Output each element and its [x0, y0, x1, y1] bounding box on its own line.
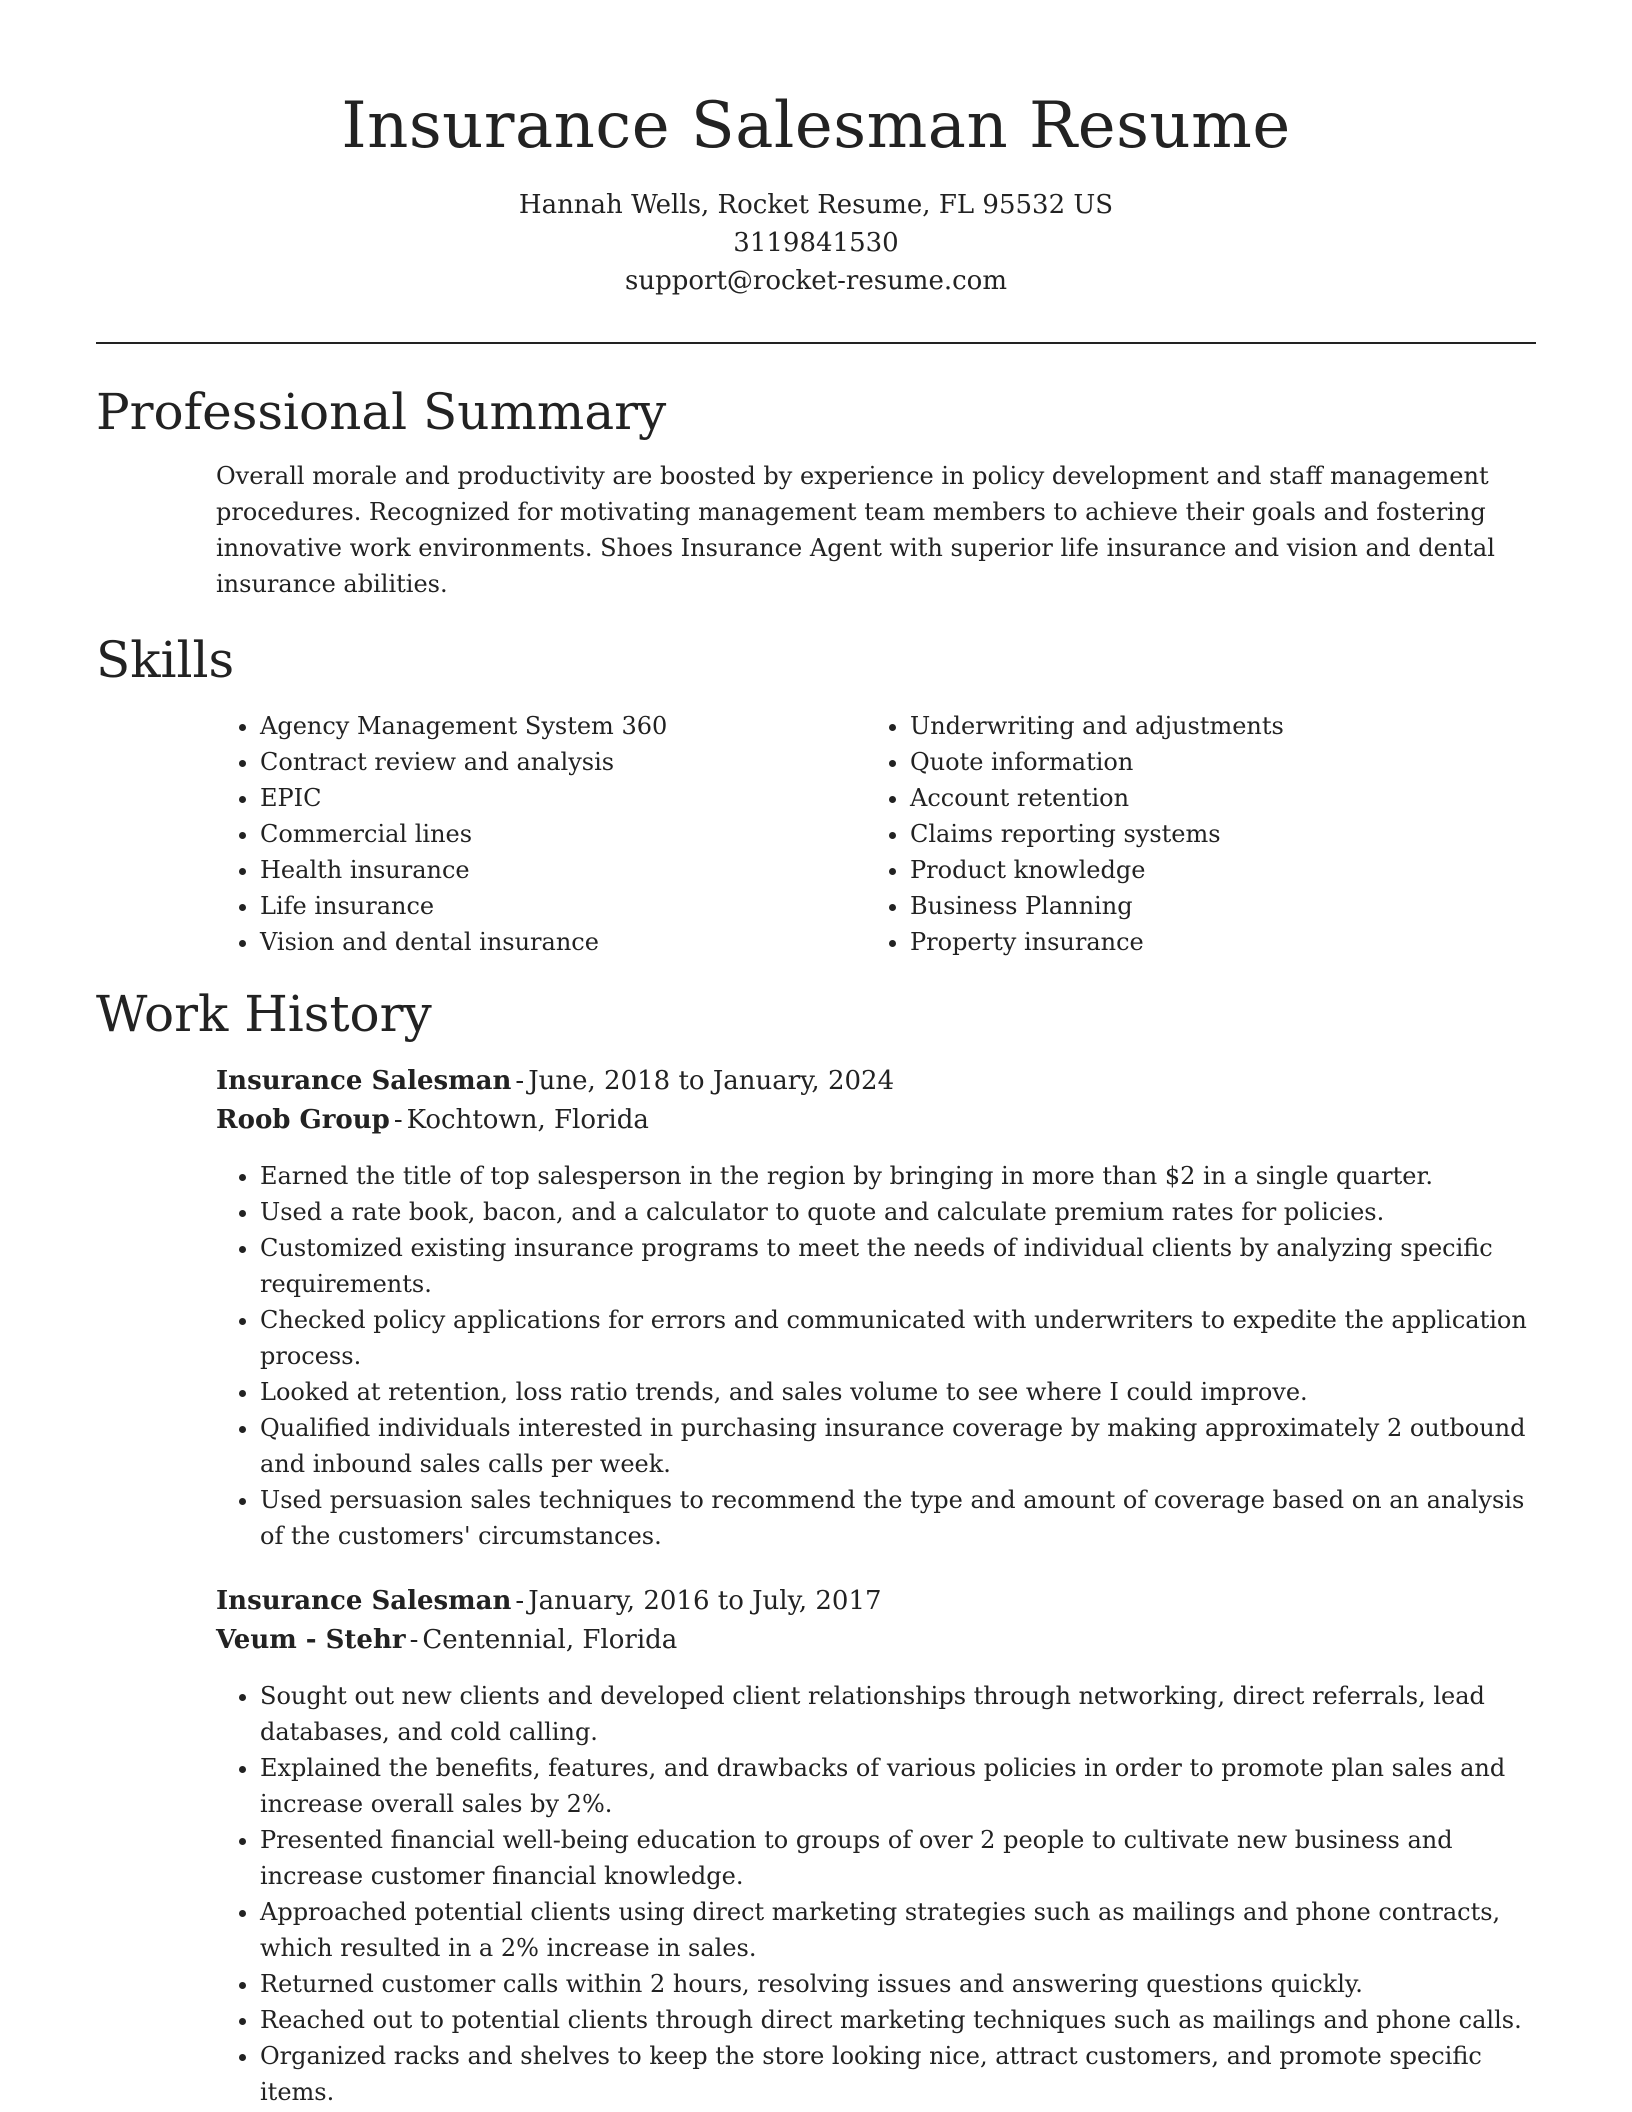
- summary-body: [216, 458, 1536, 602]
- skills-left-column: [216, 708, 866, 960]
- summary-text: Overall morale and productivity are boosted by experience in policy development and staff management procedures. Recognized for motivating management team members to achieve their goals and fostering innovative work environments. Shoes Insurance Agent with superior life insurance and vision and dental insurance abilities.: [216, 462, 1495, 598]
- job-title-line: [216, 1582, 1536, 1621]
- header-divider: [96, 342, 1536, 344]
- job-company-line: [216, 1621, 1536, 1660]
- skill-item: • Vision and dental insurance: [260, 924, 866, 960]
- duty-item: • Used persuasion sales techniques to recommend the type and amount of coverage based on an analysis of the customers' circumstances.: [260, 1482, 1536, 1554]
- duty-item: • Explained the benefits, features, and drawbacks of various policies in order to promote plan sales and increase overall sales by 2%.: [260, 1750, 1536, 1822]
- resume-header: [0, 0, 1632, 300]
- job-duties: [216, 1158, 1536, 1554]
- contact-email: support@rocket-resume.com: [624, 266, 1007, 296]
- contact-block: [0, 186, 1632, 300]
- skill-item: • Underwriting and adjustments: [910, 708, 1516, 744]
- duty-item: • Reached out to potential clients through direct marketing techniques such as mailings and phone calls.: [260, 2002, 1536, 2038]
- job-entry: [216, 1582, 1536, 2110]
- job-title-line: [216, 1062, 1536, 1101]
- skills-grid: [216, 708, 1536, 960]
- skill-item: • Business Planning: [910, 888, 1516, 924]
- skill-item: • EPIC: [260, 780, 866, 816]
- job-title: Insurance Salesman: [216, 1066, 512, 1096]
- job-dates: January, 2016 to July, 2017: [528, 1586, 882, 1616]
- skill-item: • Agency Management System 360: [260, 708, 866, 744]
- duty-item: • Looked at retention, loss ratio trends, and sales volume to see where I could improve.: [260, 1374, 1536, 1410]
- duty-item: • Returned customer calls within 2 hours, resolving issues and answering questions quickly.: [260, 1966, 1536, 2002]
- skill-item: • Life insurance: [260, 888, 866, 924]
- skill-item: • Account retention: [910, 780, 1516, 816]
- job-company: Roob Group: [216, 1105, 390, 1135]
- skill-item: • Health insurance: [260, 852, 866, 888]
- job-title: Insurance Salesman: [216, 1586, 512, 1616]
- separator: -: [409, 1625, 419, 1655]
- skills-right-column: [866, 708, 1516, 960]
- work-history-section: [96, 984, 1536, 2110]
- job-location: Kochtown, Florida: [406, 1105, 649, 1135]
- skill-item: • Property insurance: [910, 924, 1516, 960]
- contact-name-address: Hannah Wells, Rocket Resume, FL 95532 US: [518, 190, 1114, 220]
- summary-section: [96, 382, 1536, 602]
- duty-item: • Checked policy applications for errors and communicated with underwriters to expedite the application process.: [260, 1302, 1536, 1374]
- duty-item: • Sought out new clients and developed client relationships through networking, direct referrals, lead databases, and cold calling.: [260, 1678, 1536, 1750]
- duty-item: • Presented financial well-being education to groups of over 2 people to cultivate new business and increase customer financial knowledge.: [260, 1822, 1536, 1894]
- skill-item: • Claims reporting systems: [910, 816, 1516, 852]
- job-duties: [216, 1678, 1536, 2110]
- resume-title: Insurance Salesman Resume: [341, 89, 1291, 163]
- job-location: Centennial, Florida: [422, 1625, 678, 1655]
- work-history-body: [216, 1062, 1536, 2110]
- separator: -: [393, 1105, 403, 1135]
- job-dates: June, 2018 to January, 2024: [528, 1066, 895, 1096]
- skill-item: • Commercial lines: [260, 816, 866, 852]
- separator: -: [515, 1066, 525, 1096]
- separator: -: [515, 1586, 525, 1616]
- job-entry: [216, 1062, 1536, 1554]
- skill-item: • Contract review and analysis: [260, 744, 866, 780]
- duty-item: • Approached potential clients using direct marketing strategies such as mailings and phone contracts, which resulted in a 2% increase in sales.: [260, 1894, 1536, 1966]
- skills-heading: Skills: [96, 631, 235, 689]
- duty-item: • Qualified individuals interested in purchasing insurance coverage by making approximately 2 outbound and inbound sales calls per week.: [260, 1410, 1536, 1482]
- duty-item: • Organized racks and shelves to keep the store looking nice, attract customers, and promote specific items.: [260, 2038, 1536, 2110]
- duty-item: • Used a rate book, bacon, and a calculator to quote and calculate premium rates for policies.: [260, 1194, 1536, 1230]
- skill-item: • Quote information: [910, 744, 1516, 780]
- summary-heading: Professional Summary: [96, 383, 667, 441]
- skills-section: [96, 630, 1536, 960]
- work-history-heading: Work History: [96, 985, 432, 1043]
- duty-item: • Earned the title of top salesperson in the region by bringing in more than $2 in a single quarter.: [260, 1158, 1536, 1194]
- job-company: Veum - Stehr: [216, 1625, 406, 1655]
- duty-item: • Customized existing insurance programs to meet the needs of individual clients by analyzing specific requirements.: [260, 1230, 1536, 1302]
- job-company-line: [216, 1101, 1536, 1140]
- contact-phone: 3119841530: [733, 228, 899, 258]
- skill-item: • Product knowledge: [910, 852, 1516, 888]
